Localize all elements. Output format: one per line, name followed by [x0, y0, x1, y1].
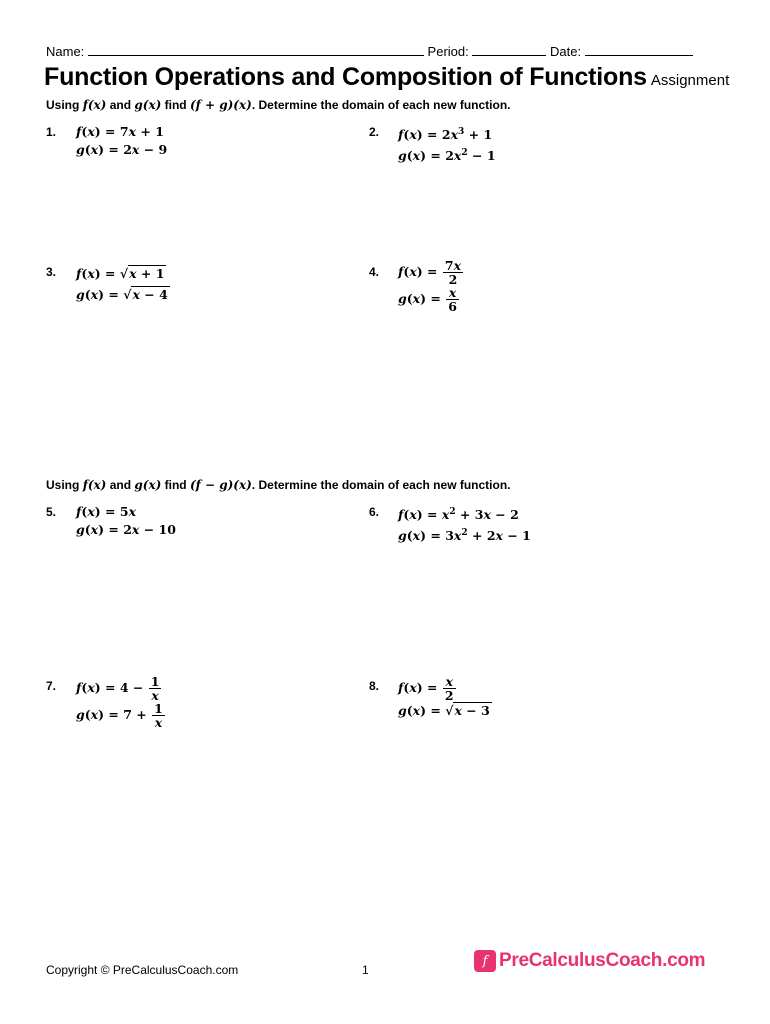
f-of-x-logo-icon: f [474, 950, 496, 972]
instr-text: . Determine the domain of each new function. [251, 98, 511, 112]
student-info-line [46, 44, 696, 59]
instr-text: find [164, 98, 187, 112]
instr-g: g(x) [134, 98, 162, 112]
problem-2-functions: $f(x) = 2x^3 + 1$ $g(x) = 2x^2 - 1$ [398, 127, 496, 163]
problem-7-functions: f(x) = 4 − $\frac{1}{x}$ g(x) = 7 + $\frac{1}{x}$ [76, 674, 163, 730]
logo-text: PreCalculusCoach.com [499, 950, 706, 971]
problem-number: 7. [46, 679, 57, 693]
brand-logo [474, 950, 705, 972]
instr-text: Using [46, 478, 80, 492]
problem-1-functions: f(x) = 7x + 1 g(x) = 2x − 9 [76, 124, 168, 157]
date-blank[interactable] [585, 45, 693, 56]
date-label: Date: [550, 44, 582, 59]
period-blank[interactable] [472, 45, 546, 56]
problem-8-functions: f(x) = $\frac{x}{2}$ g(x) = √x − 3 [398, 674, 490, 718]
problem-number: 1. [46, 125, 57, 139]
instr-f: f(x) [82, 98, 107, 112]
problem-3-functions: f(x) = √x + 1 g(x) = √x − 4 [76, 266, 168, 302]
title-sub: Assignment [650, 72, 730, 89]
problem-number: 8. [369, 679, 380, 693]
page-number: 1 [362, 963, 369, 977]
problem-number: 6. [369, 505, 380, 519]
section2-instruction [46, 478, 511, 492]
name-label: Name: [46, 44, 85, 59]
instr-text: . Determine the domain of each new function. [251, 478, 511, 492]
instr-op: (f − g)(x) [189, 478, 252, 492]
copyright-text: Copyright © PreCalculusCoach.com [46, 963, 239, 977]
title-main: Function Operations and Composition of Functions [44, 63, 647, 91]
instr-text: and [109, 98, 132, 112]
name-blank[interactable] [88, 45, 424, 56]
instr-text: and [109, 478, 132, 492]
problem-number: 5. [46, 505, 57, 519]
instr-text: find [164, 478, 187, 492]
instr-f: f(x) [82, 478, 107, 492]
problem-number: 4. [369, 265, 380, 279]
problem-4-functions: f(x) = $\frac{7x}{2}$ g(x) = $\frac{x}{6}$ [398, 258, 462, 314]
problem-number: 2. [369, 125, 380, 139]
problem-number: 3. [46, 265, 57, 279]
instr-op: (f + g)(x) [189, 98, 252, 112]
page-title [44, 63, 729, 92]
period-label: Period: [427, 44, 469, 59]
section1-instruction [46, 98, 511, 112]
problem-6-functions: $f(x) = x^2 + 3x - 2$ $g(x) = 3x^2 + 2x - 1$ [398, 507, 531, 543]
instr-g: g(x) [134, 478, 162, 492]
problem-5-functions: f(x) = 5x g(x) = 2x − 10 [76, 504, 176, 537]
instr-text: Using [46, 98, 80, 112]
